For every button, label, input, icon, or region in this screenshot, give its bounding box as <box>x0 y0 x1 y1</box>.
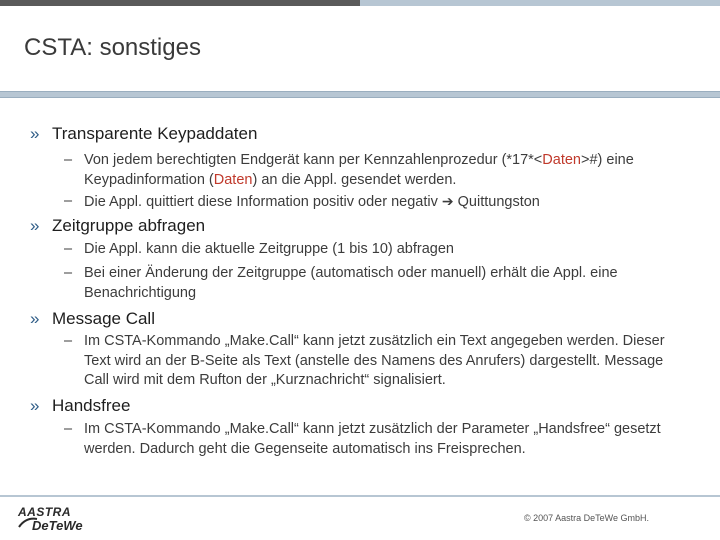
text-fragment: Von jedem berechtigten Endgerät kann per Kennzahlenprozedur (*17*< <box>84 152 543 168</box>
text-fragment: ) an die Appl. gesendet werden. <box>252 171 457 188</box>
dash-icon: – <box>64 421 73 437</box>
dash-icon: – <box>64 265 73 281</box>
top-bar-light <box>360 0 720 6</box>
list-item <box>64 192 684 213</box>
section-heading-zeitgruppe <box>30 216 205 236</box>
logo-text-bottom: DeTeWe <box>32 518 83 533</box>
text-fragment: >#) eine Keypadinformation ( <box>84 152 634 188</box>
list-item-text: Im CSTA-Kommando „Make.Call“ kann jetzt zusätzlich ein Text angegeben werden. Dieser Text wird an der B-Seite als Text (anstelle des Namens des Anrufers) dargestellt. Message Call wird mit dem Rufton der „Kurznachricht“ signalisiert. <box>84 333 665 388</box>
list-item <box>64 420 684 459</box>
bullet-icon: » <box>30 396 40 415</box>
title-underline-bar <box>0 91 720 98</box>
section-heading-text: Zeitgruppe abfragen <box>52 216 206 235</box>
dash-icon: – <box>64 152 73 168</box>
footer-divider <box>0 495 720 497</box>
list-item <box>64 332 684 391</box>
section-heading-handsfree <box>30 396 130 416</box>
list-item-text: Bei einer Änderung der Zeitgruppe (automatisch oder manuell) erhält die Appl. eine Benachrichtigung <box>84 265 618 301</box>
section-heading-keypaddaten <box>30 124 257 144</box>
text-fragment: Quittungston <box>453 194 540 210</box>
company-logo <box>18 505 98 533</box>
slide-title: CSTA: sonstiges <box>24 34 201 61</box>
bullet-icon: » <box>30 124 40 143</box>
section-heading-text: Message Call <box>52 309 155 328</box>
dash-icon: – <box>64 241 73 257</box>
list-item <box>64 264 684 303</box>
list-item-text <box>64 151 684 190</box>
bullet-icon: » <box>30 216 40 235</box>
highlight-text: Daten <box>213 171 253 188</box>
section-heading-text: Handsfree <box>52 396 131 415</box>
list-item-text <box>64 192 684 213</box>
arrow-right-icon: ➔ <box>441 193 454 209</box>
dash-icon: – <box>64 333 73 349</box>
list-item <box>64 240 684 260</box>
list-item-text: Die Appl. kann die aktuelle Zeitgruppe (1 bis 10) abfragen <box>84 241 454 257</box>
text-fragment: Die Appl. quittiert diese Information positiv oder negativ <box>84 194 442 210</box>
list-item-text: Im CSTA-Kommando „Make.Call“ kann jetzt zusätzlich der Parameter „Handsfree“ gesetzt werden. Dadurch geht die Gegenseite automatisch ins Freisprechen. <box>84 421 661 457</box>
list-item <box>64 151 684 190</box>
top-bar-dark <box>0 0 360 6</box>
copyright-text: © 2007 Aastra DeTeWe GmbH. <box>524 513 650 523</box>
section-heading-text: Transparente Keypaddaten <box>52 124 258 143</box>
bullet-icon: » <box>30 309 40 328</box>
section-heading-message-call <box>30 309 155 329</box>
logo-text-top: AASTRA <box>18 505 71 519</box>
dash-icon: – <box>64 193 73 209</box>
highlight-text: Daten <box>542 152 581 168</box>
